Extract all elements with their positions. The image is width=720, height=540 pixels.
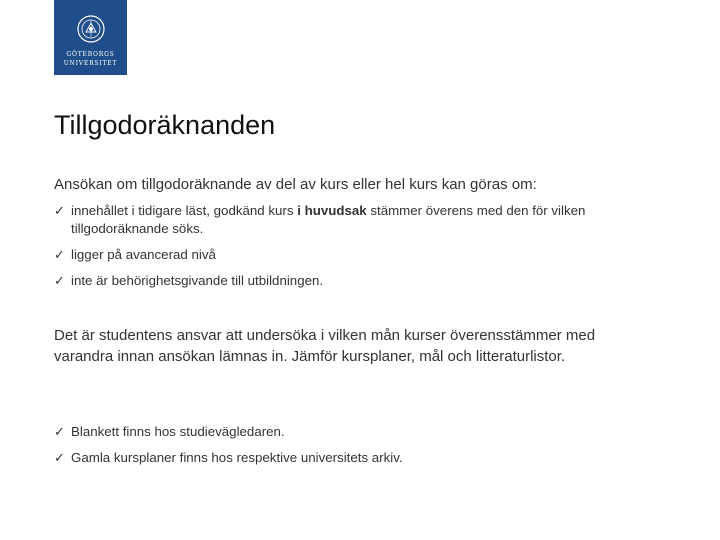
university-logo	[54, 0, 127, 75]
checkmark-icon: ✓	[54, 450, 65, 465]
item-text-before: innehållet i tidigare läst, godkänd kurs	[71, 203, 298, 218]
intro-text: Ansökan om tillgodoräknande av del av kurs eller hel kurs kan göras om:	[54, 176, 537, 193]
list-item	[54, 449, 674, 467]
list-item	[54, 246, 674, 264]
checkmark-icon: ✓	[54, 424, 65, 439]
responsibility-paragraph: Det är studentens ansvar att undersöka i vilken mån kurser överensstämmer med varandra innan ansökan lämnas in. Jämför kursplaner, mål och litteraturlistor.	[54, 327, 596, 365]
checkmark-icon: ✓	[54, 247, 65, 262]
list-item	[54, 272, 674, 290]
criteria-list	[54, 202, 674, 290]
logo-line-1: GÖTEBORGS	[66, 51, 115, 58]
item-text: inte är behörighetsgivande till utbildningen.	[71, 273, 324, 288]
list-item	[54, 202, 674, 238]
list-item	[54, 423, 674, 441]
university-seal-icon	[76, 14, 106, 44]
item-text-after: stämmer överens med den för vilken tillgodoräknande söks.	[71, 203, 586, 236]
checkmark-icon: ✓	[54, 273, 65, 288]
checkmark-icon: ✓	[54, 203, 65, 218]
item-text: ligger på avancerad nivå	[71, 247, 216, 262]
item-text: Gamla kursplaner finns hos respektive universitets arkiv.	[71, 450, 403, 465]
logo-line-2: UNIVERSITET	[63, 60, 118, 67]
info-list	[54, 423, 674, 467]
page-title: Tillgodoräknanden	[54, 110, 276, 140]
item-text: Blankett finns hos studievägledaren.	[71, 424, 285, 439]
item-text-bold: i huvudsak	[297, 203, 367, 218]
